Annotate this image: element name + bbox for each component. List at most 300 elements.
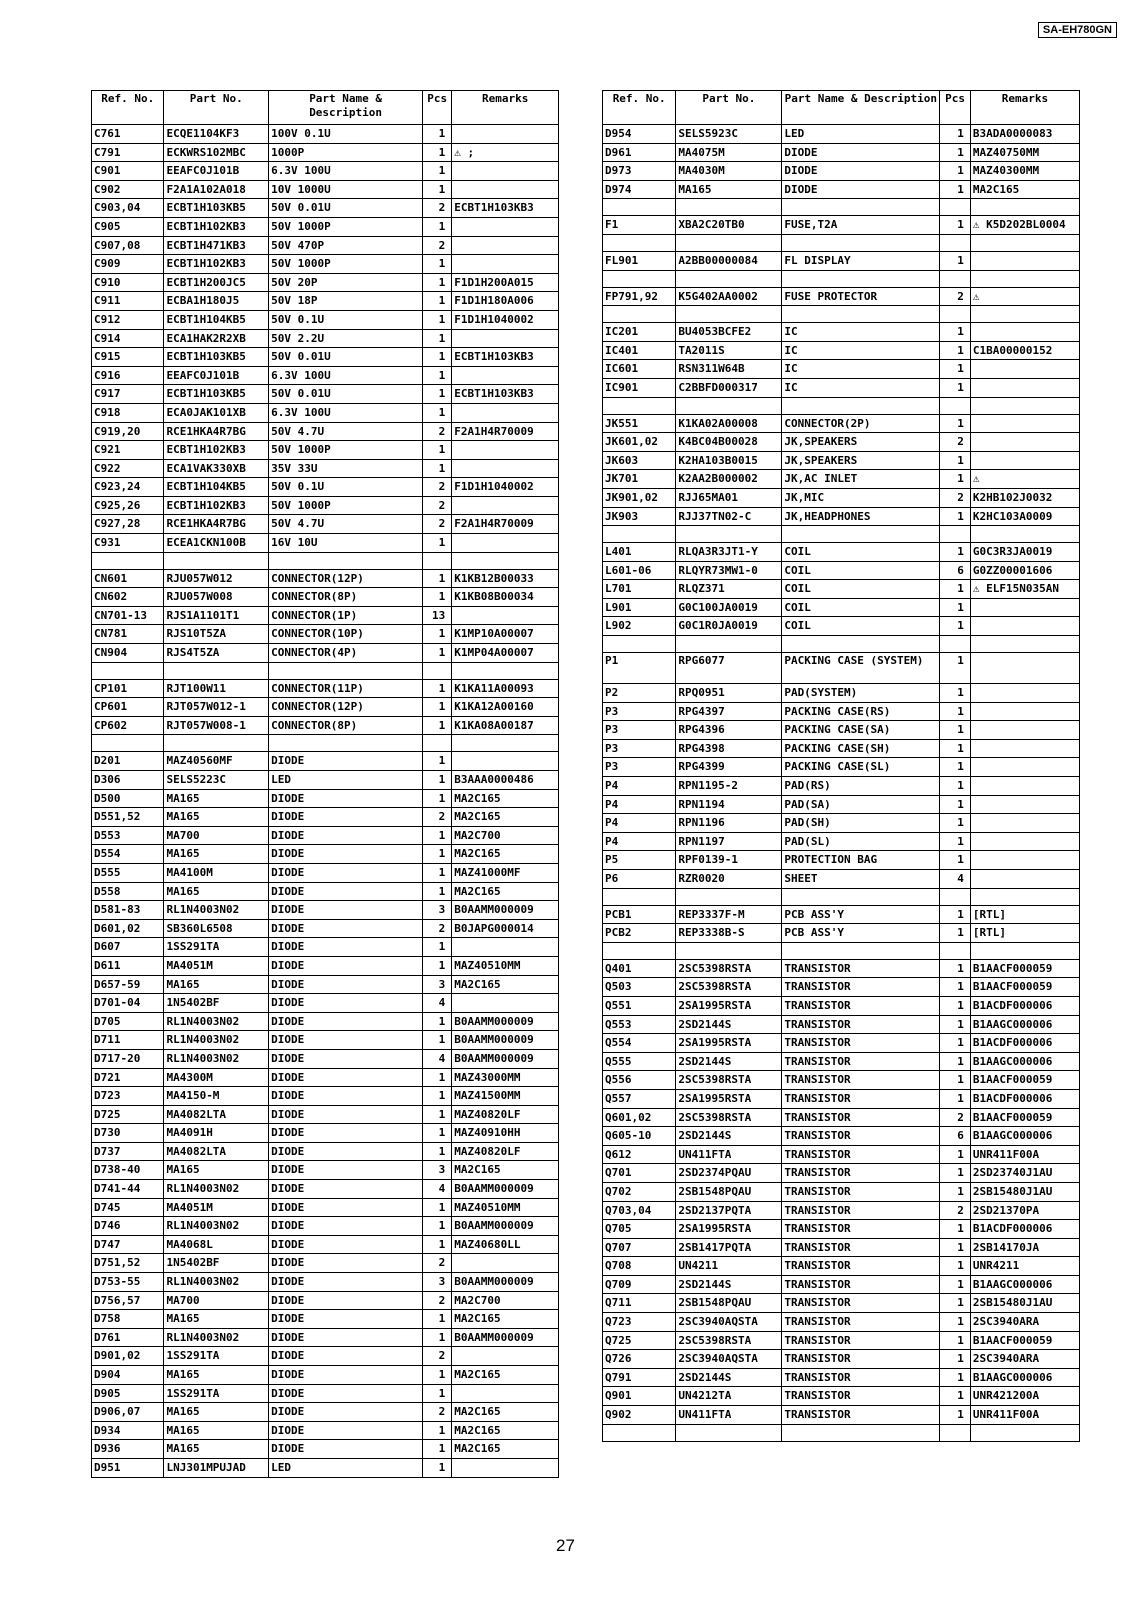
table-row — [603, 684, 1080, 703]
part-name-cell: DIODE — [269, 1087, 423, 1106]
remarks-cell — [452, 236, 559, 255]
remarks-cell: UNR421200A — [970, 1387, 1079, 1406]
remarks-cell: K1MP10A00007 — [452, 625, 559, 644]
part-name-cell — [782, 526, 940, 543]
pcs-cell — [940, 270, 971, 287]
pcs-cell: 1 — [940, 507, 971, 526]
part-name-cell: DIODE — [269, 1105, 423, 1124]
part-no-cell: 2SD2144S — [676, 1275, 782, 1294]
part-no-cell: K5G402AA0002 — [676, 287, 782, 306]
part-name-cell: DIODE — [782, 162, 940, 181]
pcs-cell: 2 — [423, 496, 452, 515]
table-row — [603, 598, 1080, 617]
table-row — [603, 702, 1080, 721]
part-name-cell: TRANSISTOR — [782, 1182, 940, 1201]
part-name-cell: TRANSISTOR — [782, 1164, 940, 1183]
remarks-cell — [452, 1458, 559, 1477]
pcs-cell: 1 — [423, 143, 452, 162]
remarks-cell: [RTL] — [970, 905, 1079, 924]
pcs-cell: 2 — [423, 919, 452, 938]
remarks-cell: ⚠ K5D202BL0004 — [970, 216, 1079, 235]
remarks-cell: F2A1H4R70009 — [452, 422, 559, 441]
pcs-cell — [940, 526, 971, 543]
pcs-cell: 1 — [423, 310, 452, 329]
part-no-cell: RL1N4003N02 — [164, 1328, 269, 1347]
part-no-cell: EEAFC0J101B — [164, 162, 269, 181]
part-name-cell: TRANSISTOR — [782, 1368, 940, 1387]
remarks-cell — [970, 598, 1079, 617]
header-part-no: Part No. — [164, 91, 269, 125]
table-row — [603, 1406, 1080, 1425]
part-name-cell: TRANSISTOR — [782, 1089, 940, 1108]
table-row — [92, 644, 559, 663]
ref-no-cell: C921 — [92, 441, 164, 460]
ref-no-cell: Q612 — [603, 1145, 676, 1164]
ref-no-cell: C903,04 — [92, 199, 164, 218]
pcs-cell: 1 — [940, 1220, 971, 1239]
remarks-cell — [452, 552, 559, 569]
remarks-cell — [970, 526, 1079, 543]
part-no-cell: RCE1HKA4R7BG — [164, 515, 269, 534]
pcs-cell: 1 — [940, 721, 971, 740]
ref-no-cell: P3 — [603, 721, 676, 740]
part-name-cell: DIODE — [269, 1142, 423, 1161]
ref-no-cell: D711 — [92, 1031, 164, 1050]
pcs-cell: 1 — [940, 1331, 971, 1350]
remarks-cell: MA2C165 — [452, 1440, 559, 1459]
table-row — [92, 625, 559, 644]
pcs-cell: 1 — [940, 1052, 971, 1071]
part-no-cell: RJT057W008-1 — [164, 716, 269, 735]
part-name-cell: 50V 4.7U — [269, 422, 423, 441]
part-no-cell: 2SA1995RSTA — [676, 996, 782, 1015]
pcs-cell: 1 — [423, 1366, 452, 1385]
ref-no-cell: D905 — [92, 1384, 164, 1403]
part-no-cell: ECBT1H103KB5 — [164, 199, 269, 218]
pcs-cell: 1 — [940, 1164, 971, 1183]
part-no-cell: 2SA1995RSTA — [676, 1220, 782, 1239]
part-no-cell: MA165 — [164, 808, 269, 827]
table-row — [603, 306, 1080, 323]
remarks-cell — [970, 870, 1079, 889]
table-row — [92, 994, 559, 1013]
pcs-cell: 1 — [423, 1328, 452, 1347]
part-name-cell — [269, 735, 423, 752]
pcs-cell: 3 — [423, 975, 452, 994]
part-no-cell: ECBT1H104KB5 — [164, 310, 269, 329]
pcs-cell — [423, 552, 452, 569]
part-name-cell: DIODE — [269, 1366, 423, 1385]
part-name-cell: IC — [782, 378, 940, 397]
table-row — [603, 451, 1080, 470]
table-row — [92, 606, 559, 625]
pcs-cell: 2 — [423, 199, 452, 218]
part-no-cell — [676, 270, 782, 287]
part-no-cell — [676, 199, 782, 216]
part-name-cell: 100V 0.1U — [269, 125, 423, 144]
part-name-cell: PACKING CASE(SH) — [782, 739, 940, 758]
pcs-cell: 1 — [423, 882, 452, 901]
part-name-cell: DIODE — [269, 901, 423, 920]
table-row — [92, 956, 559, 975]
part-name-cell: DIODE — [269, 938, 423, 957]
part-name-cell: TRANSISTOR — [782, 1015, 940, 1034]
pcs-cell: 1 — [423, 752, 452, 771]
remarks-cell: B1AAGC000006 — [970, 1127, 1079, 1146]
part-no-cell: 1N5402BF — [164, 1254, 269, 1273]
pcs-cell: 2 — [940, 287, 971, 306]
remarks-cell — [452, 403, 559, 422]
ref-no-cell — [92, 735, 164, 752]
part-no-cell: F2A1A102A018 — [164, 180, 269, 199]
part-name-cell: 50V 0.01U — [269, 385, 423, 404]
part-name-cell: CONNECTOR(2P) — [782, 414, 940, 433]
part-name-cell: DIODE — [269, 919, 423, 938]
pcs-cell: 1 — [423, 845, 452, 864]
part-no-cell: TA2011S — [676, 341, 782, 360]
table-row — [92, 662, 559, 679]
part-name-cell: TRANSISTOR — [782, 1034, 940, 1053]
ref-no-cell: C915 — [92, 348, 164, 367]
part-name-cell: FL DISPLAY — [782, 251, 940, 270]
table-row — [603, 180, 1080, 199]
parts-table-left — [91, 90, 559, 1478]
remarks-cell: MA2C165 — [452, 845, 559, 864]
ref-no-cell: D737 — [92, 1142, 164, 1161]
table-row — [603, 1071, 1080, 1090]
part-no-cell: RZR0020 — [676, 870, 782, 889]
ref-no-cell: D756,57 — [92, 1291, 164, 1310]
remarks-cell: K1MP04A00007 — [452, 644, 559, 663]
ref-no-cell: Q723 — [603, 1313, 676, 1332]
table-row — [92, 938, 559, 957]
pcs-cell: 1 — [940, 1257, 971, 1276]
parts-table-right-body — [603, 125, 1080, 1442]
table-row — [603, 414, 1080, 433]
pcs-cell: 1 — [940, 1313, 971, 1332]
pcs-cell: 1 — [940, 162, 971, 181]
remarks-cell: G0C3R3JA0019 — [970, 543, 1079, 562]
part-name-cell: DIODE — [269, 1273, 423, 1292]
part-no-cell: C2BBFD000317 — [676, 378, 782, 397]
ref-no-cell: Q708 — [603, 1257, 676, 1276]
part-no-cell — [676, 397, 782, 414]
table-row — [92, 1068, 559, 1087]
remarks-cell — [970, 397, 1079, 414]
table-row — [92, 1310, 559, 1329]
remarks-cell: B1ACDF000006 — [970, 1089, 1079, 1108]
remarks-cell: B0AAMM000009 — [452, 1031, 559, 1050]
ref-no-cell: C905 — [92, 217, 164, 236]
part-name-cell: PACKING CASE (SYSTEM) — [782, 653, 940, 684]
header-part-name: Part Name & Description — [782, 91, 940, 125]
pcs-cell: 1 — [423, 1031, 452, 1050]
part-name-cell: TRANSISTOR — [782, 1257, 940, 1276]
remarks-cell — [970, 636, 1079, 653]
table-row — [603, 378, 1080, 397]
table-row — [92, 1049, 559, 1068]
part-no-cell: MAZ40560MF — [164, 752, 269, 771]
part-no-cell: RSN311W64B — [676, 360, 782, 379]
remarks-cell: 2SB14170JA — [970, 1238, 1079, 1257]
part-no-cell: K1KA02A00008 — [676, 414, 782, 433]
ref-no-cell: C925,26 — [92, 496, 164, 515]
part-no-cell: 2SC3940AQSTA — [676, 1313, 782, 1332]
pcs-cell: 1 — [423, 1087, 452, 1106]
part-no-cell: 2SD2144S — [676, 1052, 782, 1071]
table-row — [92, 348, 559, 367]
remarks-cell: B1AACF000059 — [970, 1331, 1079, 1350]
pcs-cell: 1 — [423, 1458, 452, 1477]
part-name-cell: TRANSISTOR — [782, 1350, 940, 1369]
part-name-cell: DIODE — [269, 1403, 423, 1422]
part-no-cell: RPN1197 — [676, 832, 782, 851]
part-name-cell: DIODE — [269, 1421, 423, 1440]
table-row — [92, 1440, 559, 1459]
pcs-cell: 1 — [940, 1350, 971, 1369]
table-row — [603, 1331, 1080, 1350]
pcs-cell: 1 — [940, 1238, 971, 1257]
table-row — [603, 758, 1080, 777]
part-no-cell: A2BB00000084 — [676, 251, 782, 270]
part-no-cell: 2SA1995RSTA — [676, 1034, 782, 1053]
table-row — [92, 1347, 559, 1366]
pcs-cell: 1 — [423, 1198, 452, 1217]
remarks-cell — [970, 851, 1079, 870]
pcs-cell — [423, 735, 452, 752]
pcs-cell: 1 — [940, 851, 971, 870]
part-name-cell: 50V 1000P — [269, 496, 423, 515]
table-row — [603, 216, 1080, 235]
remarks-cell: [RTL] — [970, 924, 1079, 943]
part-no-cell: RPQ0951 — [676, 684, 782, 703]
remarks-cell: F1D1H200A015 — [452, 273, 559, 292]
ref-no-cell: C912 — [92, 310, 164, 329]
remarks-cell — [452, 1254, 559, 1273]
ref-no-cell: Q725 — [603, 1331, 676, 1350]
part-name-cell: CONNECTOR(1P) — [269, 606, 423, 625]
part-name-cell: PCB ASS'Y — [782, 905, 940, 924]
part-name-cell: DIODE — [269, 994, 423, 1013]
part-name-cell: CONNECTOR(4P) — [269, 644, 423, 663]
part-name-cell: CONNECTOR(10P) — [269, 625, 423, 644]
ref-no-cell: PCB2 — [603, 924, 676, 943]
part-name-cell: DIODE — [782, 143, 940, 162]
table-row — [603, 125, 1080, 144]
part-name-cell: TRANSISTOR — [782, 1387, 940, 1406]
remarks-cell: K2HC103A0009 — [970, 507, 1079, 526]
remarks-cell: B1AACF000059 — [970, 1108, 1079, 1127]
ref-no-cell: L401 — [603, 543, 676, 562]
remarks-cell: MAZ40510MM — [452, 956, 559, 975]
part-no-cell: 2SC5398RSTA — [676, 1071, 782, 1090]
table-row — [92, 808, 559, 827]
table-row — [603, 1108, 1080, 1127]
ref-no-cell: C902 — [92, 180, 164, 199]
remarks-cell — [970, 378, 1079, 397]
table-row — [92, 882, 559, 901]
part-no-cell: MA4082LTA — [164, 1142, 269, 1161]
remarks-cell — [970, 306, 1079, 323]
remarks-cell: MA2C165 — [970, 180, 1079, 199]
part-no-cell: MA4051M — [164, 1198, 269, 1217]
ref-no-cell: P6 — [603, 870, 676, 889]
part-name-cell: FUSE,T2A — [782, 216, 940, 235]
parts-table-left-body — [92, 125, 559, 1478]
part-name-cell — [782, 199, 940, 216]
ref-no-cell: D611 — [92, 956, 164, 975]
part-name-cell: CONNECTOR(11P) — [269, 679, 423, 698]
remarks-cell — [970, 653, 1079, 684]
part-no-cell — [676, 306, 782, 323]
table-row — [603, 832, 1080, 851]
pcs-cell: 1 — [940, 1089, 971, 1108]
table-row — [92, 1142, 559, 1161]
ref-no-cell: D657-59 — [92, 975, 164, 994]
part-no-cell: ECBT1H102KB3 — [164, 255, 269, 274]
remarks-cell — [970, 832, 1079, 851]
part-no-cell: RL1N4003N02 — [164, 1273, 269, 1292]
part-no-cell: MA165 — [164, 1161, 269, 1180]
pcs-cell — [940, 306, 971, 323]
remarks-cell — [452, 938, 559, 957]
ref-no-cell: C923,24 — [92, 478, 164, 497]
ref-no-cell: F1 — [603, 216, 676, 235]
ref-no-cell: D746 — [92, 1217, 164, 1236]
part-name-cell: DIODE — [269, 882, 423, 901]
remarks-cell: MA2C700 — [452, 826, 559, 845]
part-no-cell: RJU057W012 — [164, 569, 269, 588]
part-name-cell: TRANSISTOR — [782, 959, 940, 978]
part-name-cell: TRANSISTOR — [782, 978, 940, 997]
part-name-cell: IC — [782, 360, 940, 379]
table-row — [603, 1034, 1080, 1053]
pcs-cell: 1 — [423, 938, 452, 957]
table-row — [603, 721, 1080, 740]
remarks-cell: B1ACDF000006 — [970, 1034, 1079, 1053]
part-name-cell: TRANSISTOR — [782, 1071, 940, 1090]
part-name-cell: DIODE — [269, 1161, 423, 1180]
remarks-cell — [970, 414, 1079, 433]
ref-no-cell: C901 — [92, 162, 164, 181]
ref-no-cell: D554 — [92, 845, 164, 864]
ref-no-cell: C919,20 — [92, 422, 164, 441]
table-row — [603, 199, 1080, 216]
remarks-cell: B1AAGC000006 — [970, 1275, 1079, 1294]
remarks-cell — [970, 795, 1079, 814]
remarks-cell — [452, 125, 559, 144]
pcs-cell: 2 — [940, 433, 971, 452]
ref-no-cell: D751,52 — [92, 1254, 164, 1273]
pcs-cell: 6 — [940, 561, 971, 580]
remarks-cell — [970, 777, 1079, 796]
pcs-cell: 1 — [940, 216, 971, 235]
remarks-cell: ⚠ ELF15N035AN — [970, 580, 1079, 599]
part-no-cell: 2SD2144S — [676, 1127, 782, 1146]
ref-no-cell: P3 — [603, 739, 676, 758]
pcs-cell: 1 — [423, 348, 452, 367]
remarks-cell: UNR4211 — [970, 1257, 1079, 1276]
part-no-cell: K4BC04B00028 — [676, 433, 782, 452]
table-row — [92, 1291, 559, 1310]
ref-no-cell: CN602 — [92, 588, 164, 607]
table-row — [92, 1161, 559, 1180]
pcs-cell: 1 — [940, 378, 971, 397]
ref-no-cell: C917 — [92, 385, 164, 404]
part-name-cell: PROTECTION BAG — [782, 851, 940, 870]
remarks-cell: K1KB12B00033 — [452, 569, 559, 588]
table-row — [92, 975, 559, 994]
pcs-cell: 1 — [940, 323, 971, 342]
table-row — [603, 1145, 1080, 1164]
part-no-cell: REP3338B-S — [676, 924, 782, 943]
table-row — [603, 488, 1080, 507]
remarks-cell — [452, 329, 559, 348]
pcs-cell: 1 — [423, 180, 452, 199]
part-no-cell: RL1N4003N02 — [164, 901, 269, 920]
pcs-cell: 1 — [940, 251, 971, 270]
pcs-cell: 2 — [940, 1108, 971, 1127]
ref-no-cell: D725 — [92, 1105, 164, 1124]
part-no-cell: UN4212TA — [676, 1387, 782, 1406]
ref-no-cell: P4 — [603, 777, 676, 796]
part-no-cell — [164, 552, 269, 569]
ref-no-cell: D951 — [92, 1458, 164, 1477]
part-no-cell: RPN1194 — [676, 795, 782, 814]
part-no-cell: RPG4398 — [676, 739, 782, 758]
remarks-cell: MA2C165 — [452, 808, 559, 827]
remarks-cell — [970, 433, 1079, 452]
part-no-cell: RJS1A1101T1 — [164, 606, 269, 625]
pcs-cell: 1 — [940, 978, 971, 997]
remarks-cell: B1AACF000059 — [970, 978, 1079, 997]
part-no-cell: RLQA3R3JT1-Y — [676, 543, 782, 562]
part-no-cell: G0C100JA0019 — [676, 598, 782, 617]
ref-no-cell: IC201 — [603, 323, 676, 342]
part-no-cell: REP3337F-M — [676, 905, 782, 924]
table-row — [92, 162, 559, 181]
table-row — [92, 180, 559, 199]
part-name-cell: DIODE — [269, 845, 423, 864]
part-name-cell: COIL — [782, 580, 940, 599]
ref-no-cell: D553 — [92, 826, 164, 845]
remarks-cell: MA2C165 — [452, 975, 559, 994]
pcs-cell: 1 — [423, 329, 452, 348]
pcs-cell: 1 — [940, 1145, 971, 1164]
ref-no-cell: Q554 — [603, 1034, 676, 1053]
remarks-cell: MA2C165 — [452, 1403, 559, 1422]
part-name-cell: 50V 4.7U — [269, 515, 423, 534]
remarks-cell: UNR411F00A — [970, 1145, 1079, 1164]
remarks-cell — [452, 1384, 559, 1403]
pcs-cell: 1 — [940, 1275, 971, 1294]
table-row — [92, 255, 559, 274]
remarks-cell: B1AACF000059 — [970, 1071, 1079, 1090]
remarks-cell — [452, 459, 559, 478]
remarks-cell: K1KB08B00034 — [452, 588, 559, 607]
ref-no-cell — [603, 306, 676, 323]
remarks-cell: B1AACF000059 — [970, 959, 1079, 978]
pcs-cell — [940, 888, 971, 905]
pcs-cell: 1 — [940, 684, 971, 703]
ref-no-cell: P1 — [603, 653, 676, 684]
ref-no-cell: D753-55 — [92, 1273, 164, 1292]
part-no-cell: RJU057W008 — [164, 588, 269, 607]
part-no-cell: RPN1195-2 — [676, 777, 782, 796]
part-name-cell — [269, 552, 423, 569]
remarks-cell: B1ACDF000006 — [970, 1220, 1079, 1239]
ref-no-cell: C911 — [92, 292, 164, 311]
